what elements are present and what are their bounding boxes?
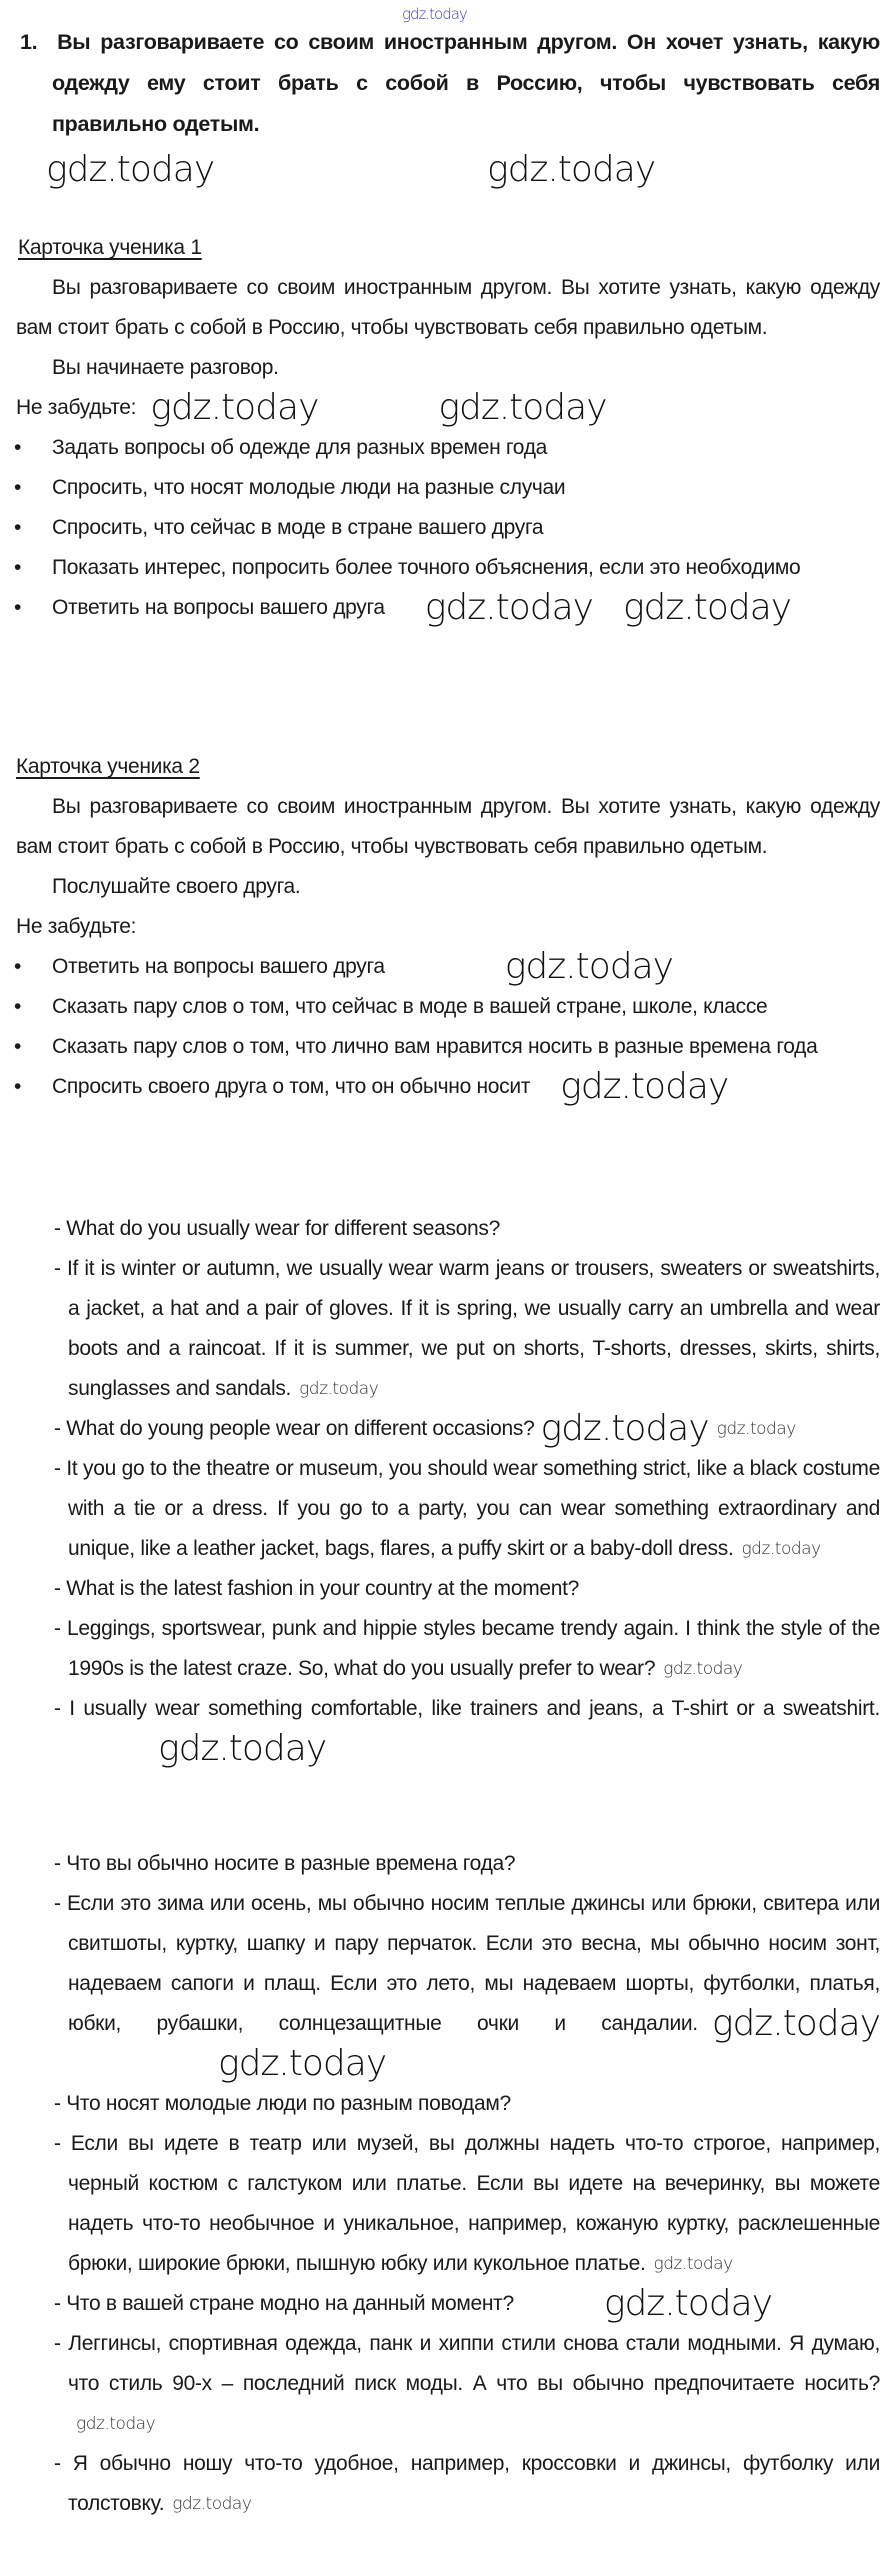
card-2-heading: Карточка ученика 2	[16, 755, 200, 778]
watermark: gdz.today	[438, 387, 607, 428]
dialogue-line: - Если вы идете в театр или музей, вы должны надеть что-то строгое, например, черный костюм с галстуком или платье. Если вы идете на вечеринку, вы можете надеть что-то необычное и уникальное, например, кожаную куртку, расклешенные брюки, широкие брюки, пышную юбку или кукольное платье. gdz.today	[0, 2124, 880, 2284]
bullet-icon: •	[14, 436, 22, 459]
list-item: • Спросить, что носят молодые люди на разные случаи	[0, 468, 880, 508]
dialogue-line: - Я обычно ношу что-то удобное, например, кроссовки и джинсы, футболку или толстовку. gdz.today	[0, 2444, 880, 2524]
watermark: gdz.today	[716, 1419, 796, 1439]
bullet-icon: •	[14, 596, 22, 619]
watermark: gdz.today	[560, 1066, 729, 1107]
dialogue-line: - Леггинсы, спортивная одежда, панк и хиппи стили снова стали модными. Я думаю, что стиль 90-х – последний писк моды. А что вы обычно предпочитаете носить?gdz.today	[0, 2324, 880, 2444]
watermark: gdz.today	[653, 2254, 733, 2274]
list-item: • Показать интерес, попросить более точного объяснения, если это необходимо	[0, 548, 880, 588]
bullet-icon: •	[14, 476, 22, 499]
watermark: gdz.today	[158, 1728, 327, 1769]
dialogue-line: - Что носят молодые люди по разным поводам?	[54, 2092, 511, 2115]
watermark: gdz.today	[46, 149, 215, 190]
list-item: • Сказать пару слов о том, что сейчас в моде в вашей стране, школе, классе	[0, 987, 880, 1027]
bullet-icon: •	[14, 556, 22, 579]
card-1-bullets	[0, 428, 891, 628]
list-item: • Спросить, что сейчас в моде в стране вашего друга	[0, 508, 880, 548]
dialogue-line: - Что вы обычно носите в разные времена года?	[54, 1852, 516, 1875]
card-2-remember: Не забудьте:	[16, 915, 137, 938]
list-item: • Сказать пару слов о том, что лично вам нравится носить в разные времена года	[0, 1027, 880, 1067]
watermark: gdz.today	[424, 587, 593, 628]
bullet-icon: •	[14, 516, 22, 539]
dialogue-line: - What is the latest fashion in your country at the moment?	[54, 1577, 580, 1600]
dialogue-line: - What do young people wear on different occasions? gdz.today gdz.today	[54, 1408, 796, 1449]
dialogue-line: - If it is winter or autumn, we usually wear warm jeans or trousers, sweaters or sweatshirts, a jacket, a hat and a pair of gloves. If it is spring, we usually carry an umbrella and wear boots and a raincoat. If it is summer, we put on shorts, T-shorts, dresses, skirts, shirts, sunglasses and sandals. gdz.today	[0, 1249, 880, 1409]
watermark: gdz.today	[76, 2414, 156, 2434]
list-item: • Ответить на вопросы вашего друга gdz.today	[14, 946, 673, 987]
card-2-bullets	[0, 947, 891, 1107]
watermark: gdz.today	[172, 2494, 252, 2514]
watermark: gdz.today	[540, 1408, 709, 1449]
watermark: gdz.today	[603, 2283, 772, 2324]
watermark: gdz.today	[299, 1379, 379, 1399]
list-item: • Ответить на вопросы вашего друга gdz.today gdz.today	[14, 587, 792, 628]
bullet-icon: •	[14, 995, 22, 1018]
watermark: gdz.today	[218, 2043, 387, 2084]
watermark: gdz.today	[622, 587, 792, 628]
watermark: gdz.today	[711, 2003, 880, 2044]
card-2-text: Вы разговариваете со своим иностранным другом. Вы хотите узнать, какую одежду вам стоит брать с собой в Россию, чтобы чувствовать себя правильно одетым.	[16, 795, 880, 858]
dialogue-russian	[0, 1844, 891, 2524]
card-1-heading: Карточка ученика 1	[18, 236, 202, 259]
bullet-icon: •	[14, 955, 22, 978]
watermark: gdz.today	[663, 1659, 743, 1679]
task-text: Вы разговариваете со своим иностранным другом. Он хочет узнать, какую одежду ему стоит брать с собой в Россию, чтобы чувствовать себя правильно одетым.	[52, 30, 880, 136]
list-item: • Спросить своего друга о том, что он обычно носит gdz.today	[14, 1066, 729, 1107]
card-2-start: Послушайте своего друга.	[52, 875, 301, 898]
card-1-start: Вы начинаете разговор.	[52, 356, 279, 379]
student-card-1	[0, 228, 891, 628]
dialogue-line: - It you go to the theatre or museum, you should wear something strict, like a black costume with a tie or a dress. If you go to a party, you can wear something extraordinary and unique, like a leather jacket, bags, flares, a puffy skirt or a baby-doll dress. gdz.today	[0, 1449, 880, 1569]
watermark: gdz.today	[741, 1539, 821, 1559]
dialogue-english	[0, 1209, 891, 1769]
dialogue-line: - I usually wear something comfortable, like trainers and jeans, a T-shirt or a sweatshirt.gdz.today	[54, 1697, 880, 1769]
dialogue-line: - Leggings, sportswear, punk and hippie styles became trendy again. I think the style of the 1990s is the latest craze. So, what do you usually prefer to wear? gdz.today	[0, 1609, 880, 1689]
card-1-text: Вы разговариваете со своим иностранным другом. Вы хотите узнать, какую одежду вам стоит брать с собой в Россию, чтобы чувствовать себя правильно одетым.	[16, 276, 880, 339]
card-1-remember: Не забудьте: gdz.today gdz.today	[16, 387, 607, 428]
dialogue-line: - What do you usually wear for different seasons?	[54, 1217, 500, 1240]
task-title	[0, 22, 880, 145]
list-item: • Задать вопросы об одежде для разных времен года	[0, 428, 880, 468]
dialogue-line: - Если это зима или осень, мы обычно носим теплые джинсы или брюки, свитера или свитшоты, куртку, шапку и пару перчаток. Если это весна, мы обычно носим зонт, надеваем сапоги и плащ. Если это лето, мы надеваем шорты, футболки, платья, юбки, рубашки, солнцезащитные очки и сандалии. gdz.todaygdz.today	[54, 1892, 880, 2084]
bullet-icon: •	[14, 1075, 22, 1098]
task-number: 1.	[20, 30, 38, 54]
watermark: gdz.today	[487, 149, 656, 190]
student-card-2	[0, 747, 891, 1107]
watermark: gdz.today	[402, 5, 467, 23]
bullet-icon: •	[14, 1035, 22, 1058]
watermark: gdz.today	[504, 946, 673, 987]
watermark: gdz.today	[150, 387, 319, 428]
dialogue-line: - Что в вашей стране модно на данный момент? gdz.today	[54, 2283, 772, 2324]
